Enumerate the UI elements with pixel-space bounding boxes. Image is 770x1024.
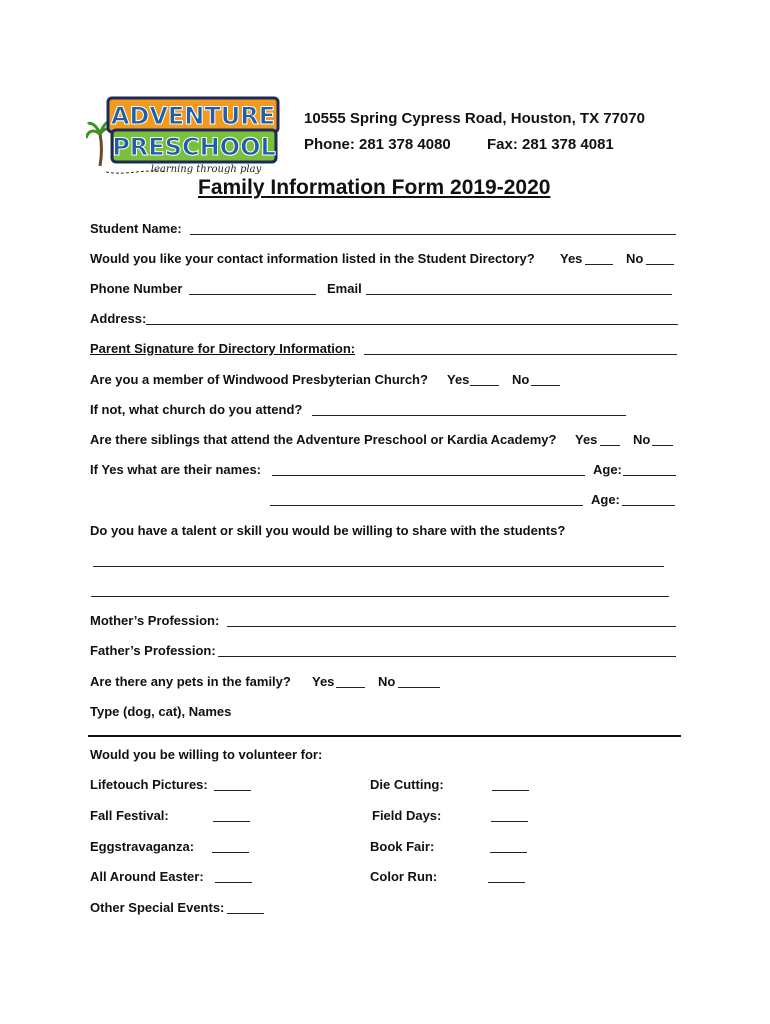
section-divider: [88, 735, 681, 737]
volunteer-fall-festival-field[interactable]: [213, 821, 250, 822]
directory-question: Would you like your contact information listed in the Student Directory?: [90, 251, 535, 266]
member-yes-label: Yes: [447, 372, 470, 387]
volunteer-easter-label: All Around Easter:: [90, 869, 204, 884]
volunteer-book-fair-label: Book Fair:: [370, 839, 435, 854]
volunteer-fall-festival-label: Fall Festival:: [90, 808, 169, 823]
directory-no-field[interactable]: [646, 264, 674, 265]
svg-text:PRESCHOOL: PRESCHOOL: [112, 133, 276, 161]
mother-profession-field[interactable]: [227, 626, 676, 627]
email-field[interactable]: [366, 294, 672, 295]
volunteer-color-run-label: Color Run:: [370, 869, 438, 884]
pets-question: Are there any pets in the family?: [90, 674, 291, 689]
volunteer-field-days-field[interactable]: [491, 821, 528, 822]
email-label: Email: [327, 281, 362, 296]
volunteer-lifetouch-field[interactable]: [214, 790, 251, 791]
member-question: Are you a member of Windwood Presbyterian Church?: [90, 372, 428, 387]
siblings-yes-label: Yes: [575, 432, 598, 447]
pet-type-label: Type (dog, cat), Names: [90, 704, 232, 719]
volunteer-die-cutting-field[interactable]: [492, 790, 529, 791]
sibling-age-label-2: Age:: [591, 492, 620, 507]
church-question: If not, what church do you attend?: [90, 402, 303, 417]
father-profession-label: Father’s Profession:: [90, 643, 216, 658]
sibling-age-field-1[interactable]: [623, 475, 676, 476]
school-address: 10555 Spring Cypress Road, Houston, TX 77070: [304, 110, 645, 127]
sibling-name-field-1[interactable]: [272, 475, 585, 476]
directory-yes-label: Yes: [560, 251, 583, 266]
sibling-age-field-2[interactable]: [622, 505, 675, 506]
siblings-no-field[interactable]: [652, 445, 673, 446]
adventure-preschool-logo: [86, 92, 282, 176]
phone-number-label: Phone Number: [90, 281, 183, 296]
siblings-question: Are there siblings that attend the Adventure Preschool or Kardia Academy?: [90, 432, 557, 447]
talent-question: Do you have a talent or skill you would be willing to share with the students?: [90, 523, 566, 538]
volunteer-lifetouch-label: Lifetouch Pictures:: [90, 777, 208, 792]
member-no-field[interactable]: [531, 385, 560, 386]
pets-no-label: No: [378, 674, 396, 689]
svg-text:ADVENTURE: ADVENTURE: [110, 102, 276, 130]
svg-text:learning through play: learning through play: [150, 164, 262, 175]
sibling-names-label: If Yes what are their names:: [90, 462, 261, 477]
sibling-name-field-2[interactable]: [270, 505, 583, 506]
page-title: Family Information Form 2019-2020: [198, 176, 551, 199]
pets-no-field[interactable]: [398, 687, 440, 688]
volunteer-field-days-label: Field Days:: [372, 808, 442, 823]
school-fax: Fax: 281 378 4081: [487, 136, 614, 153]
volunteer-die-cutting-label: Die Cutting:: [370, 777, 444, 792]
pets-yes-label: Yes: [312, 674, 335, 689]
volunteer-other-events-field[interactable]: [227, 913, 264, 914]
talent-field-2[interactable]: [91, 596, 669, 597]
volunteer-book-fair-field[interactable]: [490, 852, 527, 853]
sibling-age-label-1: Age:: [593, 462, 622, 477]
church-field[interactable]: [312, 415, 626, 416]
volunteer-heading: Would you be willing to volunteer for:: [90, 747, 323, 762]
volunteer-easter-field[interactable]: [215, 882, 252, 883]
parent-signature-field[interactable]: [364, 354, 677, 355]
member-no-label: No: [512, 372, 530, 387]
student-name-label: Student Name:: [90, 221, 182, 236]
directory-yes-field[interactable]: [585, 264, 613, 265]
siblings-no-label: No: [633, 432, 651, 447]
pets-yes-field[interactable]: [336, 687, 365, 688]
school-phone: Phone: 281 378 4080: [304, 136, 451, 153]
member-yes-field[interactable]: [470, 385, 499, 386]
mother-profession-label: Mother’s Profession:: [90, 613, 220, 628]
directory-no-label: No: [626, 251, 644, 266]
volunteer-eggstravaganza-field[interactable]: [212, 852, 249, 853]
volunteer-color-run-field[interactable]: [488, 882, 525, 883]
phone-number-field[interactable]: [189, 294, 316, 295]
volunteer-eggstravaganza-label: Eggstravaganza:: [90, 839, 195, 854]
student-name-field[interactable]: [190, 234, 676, 235]
volunteer-other-events-label: Other Special Events:: [90, 900, 225, 915]
siblings-yes-field[interactable]: [600, 445, 620, 446]
father-profession-field[interactable]: [218, 656, 676, 657]
address-label: Address:: [90, 311, 147, 326]
talent-field-1[interactable]: [93, 566, 664, 567]
address-field[interactable]: [146, 324, 678, 325]
parent-signature-label: Parent Signature for Directory Information:: [90, 341, 356, 356]
